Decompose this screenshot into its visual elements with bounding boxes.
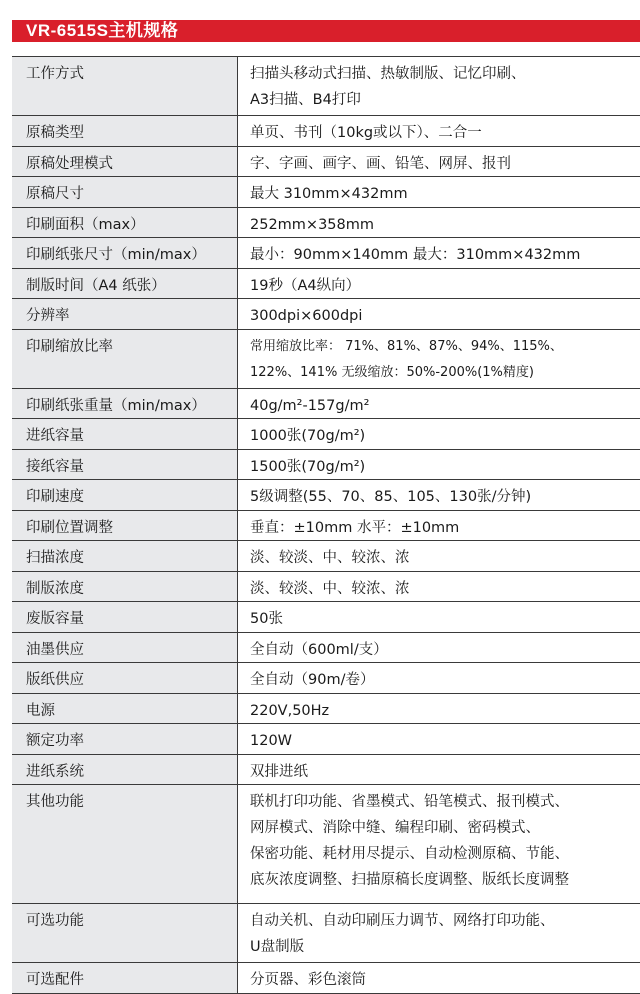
spec-value-line: 40g/m²-157g/m² bbox=[250, 397, 370, 414]
spec-row-receive-capacity bbox=[12, 450, 640, 481]
spec-header bbox=[0, 0, 640, 44]
spec-value bbox=[237, 480, 640, 510]
spec-value-line: 保密功能、耗材用尽提示、自动检测原稿、节能、 bbox=[250, 846, 569, 862]
spec-label: 可选配件 bbox=[12, 963, 237, 993]
spec-row-master-time bbox=[12, 269, 640, 300]
spec-label: 扫描浓度 bbox=[12, 541, 237, 571]
spec-row-paper-size bbox=[12, 238, 640, 269]
spec-label: 印刷面积（max） bbox=[12, 208, 237, 238]
spec-value-line: 全自动（90m/卷） bbox=[250, 672, 375, 688]
spec-value-line: 1000张(70g/m²) bbox=[250, 428, 366, 444]
spec-row-processing-mode bbox=[12, 147, 640, 178]
spec-value bbox=[237, 755, 640, 785]
spec-label: 分辨率 bbox=[12, 299, 237, 329]
spec-value bbox=[237, 238, 640, 268]
spec-value-line: 最小：90mm×140mm 最大：310mm×432mm bbox=[250, 247, 581, 263]
spec-row-rated-power bbox=[12, 724, 640, 755]
spec-value-line: A3扫描、B4打印 bbox=[250, 92, 361, 108]
spec-value bbox=[237, 116, 640, 146]
spec-value bbox=[237, 663, 640, 693]
spec-value bbox=[237, 450, 640, 480]
page-title: VR-6515S主机规格 bbox=[26, 21, 179, 40]
spec-row-feed-system bbox=[12, 755, 640, 786]
spec-row-scan-density bbox=[12, 541, 640, 572]
spec-value-line: 双排进纸 bbox=[250, 763, 308, 780]
spec-value-line: 底灰浓度调整、扫描原稿长度调整、版纸长度调整 bbox=[250, 872, 569, 888]
spec-value-line: 全自动（600ml/支） bbox=[250, 641, 388, 658]
spec-value bbox=[237, 694, 640, 724]
spec-value bbox=[237, 904, 640, 962]
spec-label: 印刷缩放比率 bbox=[12, 330, 237, 388]
spec-value-line: 252mm×358mm bbox=[250, 216, 375, 233]
spec-value-line: 淡、较淡、中、较浓、浓 bbox=[250, 550, 410, 566]
spec-value-line: 淡、较淡、中、较浓、浓 bbox=[250, 580, 410, 597]
spec-value-line: 单页、书刊（10kg或以下）、二合一 bbox=[250, 125, 482, 141]
spec-row-optional-functions bbox=[12, 904, 640, 963]
spec-row-ink-supply bbox=[12, 633, 640, 664]
spec-row-position-adjust bbox=[12, 511, 640, 542]
spec-row-print-area bbox=[12, 208, 640, 239]
spec-row-paper-weight bbox=[12, 389, 640, 420]
spec-label: 额定功率 bbox=[12, 724, 237, 754]
spec-value bbox=[237, 299, 640, 329]
spec-label: 原稿尺寸 bbox=[12, 177, 237, 207]
spec-value-line: 122%、141% 无级缩放：50%-200%(1%精度) bbox=[250, 364, 534, 380]
spec-value-line: 垂直：±10mm 水平：±10mm bbox=[250, 519, 460, 536]
spec-label: 进纸容量 bbox=[12, 419, 237, 449]
spec-value-line: 自动关机、自动印刷压力调节、网络打印功能、 bbox=[250, 913, 555, 929]
spec-value bbox=[237, 419, 640, 449]
spec-row-work-mode bbox=[12, 57, 640, 116]
spec-value bbox=[237, 963, 640, 993]
spec-value bbox=[237, 511, 640, 541]
spec-label: 印刷纸张重量（min/max） bbox=[12, 389, 237, 419]
spec-label: 版纸供应 bbox=[12, 663, 237, 693]
spec-value-line: 最大 310mm×432mm bbox=[250, 186, 408, 202]
spec-value-line: 1500张(70g/m²) bbox=[250, 458, 366, 475]
spec-row-optional-accessories bbox=[12, 963, 640, 994]
spec-label: 制版浓度 bbox=[12, 572, 237, 602]
spec-value bbox=[237, 177, 640, 207]
spec-value-line: 120W bbox=[250, 733, 293, 749]
spec-row-waste-capacity bbox=[12, 602, 640, 633]
spec-label: 进纸系统 bbox=[12, 755, 237, 785]
spec-row-resolution bbox=[12, 299, 640, 330]
spec-row-power-source bbox=[12, 694, 640, 725]
spec-value bbox=[237, 57, 640, 115]
spec-value bbox=[237, 269, 640, 299]
spec-row-original-size bbox=[12, 177, 640, 208]
spec-value bbox=[237, 572, 640, 602]
spec-value bbox=[237, 724, 640, 754]
spec-table bbox=[12, 56, 640, 994]
spec-label: 接纸容量 bbox=[12, 450, 237, 480]
spec-value-line: 字、字画、画字、画、铅笔、网屏、报刊 bbox=[250, 155, 511, 172]
spec-value-line: 扫描头移动式扫描、热敏制版、记忆印刷、 bbox=[250, 66, 526, 82]
spec-value bbox=[237, 602, 640, 632]
spec-value bbox=[237, 785, 640, 903]
spec-value-line: 300dpi×600dpi bbox=[250, 308, 363, 324]
spec-label: 印刷纸张尺寸（min/max） bbox=[12, 238, 237, 268]
spec-value bbox=[237, 389, 640, 419]
spec-value-line: U盘制版 bbox=[250, 939, 305, 955]
spec-row-zoom-ratio bbox=[12, 330, 640, 389]
spec-label: 制版时间（A4 纸张） bbox=[12, 269, 237, 299]
spec-label: 其他功能 bbox=[12, 785, 237, 903]
spec-label: 废版容量 bbox=[12, 602, 237, 632]
spec-label: 可选功能 bbox=[12, 904, 237, 962]
spec-value bbox=[237, 541, 640, 571]
spec-value-line: 网屏模式、消除中缝、编程印刷、密码模式、 bbox=[250, 820, 540, 836]
spec-label: 工作方式 bbox=[12, 57, 237, 115]
spec-row-master-density bbox=[12, 572, 640, 603]
spec-row-print-speed bbox=[12, 480, 640, 511]
spec-value-line: 联机打印功能、省墨模式、铅笔模式、报刊模式、 bbox=[250, 794, 569, 810]
spec-value bbox=[237, 208, 640, 238]
spec-label: 电源 bbox=[12, 694, 237, 724]
spec-row-feed-capacity bbox=[12, 419, 640, 450]
spec-label: 印刷位置调整 bbox=[12, 511, 237, 541]
spec-value-line: 5级调整(55、70、85、105、130张/分钟) bbox=[250, 489, 532, 505]
spec-label: 原稿类型 bbox=[12, 116, 237, 146]
spec-label: 原稿处理模式 bbox=[12, 147, 237, 177]
spec-value-line: 50张 bbox=[250, 611, 283, 627]
spec-row-other-functions bbox=[12, 785, 640, 904]
spec-label: 印刷速度 bbox=[12, 480, 237, 510]
spec-label: 油墨供应 bbox=[12, 633, 237, 663]
spec-value bbox=[237, 633, 640, 663]
spec-value bbox=[237, 330, 640, 388]
spec-value-line: 19秒（A4纵向） bbox=[250, 277, 361, 294]
spec-value-line: 常用缩放比率： 71%、81%、87%、94%、115%、 bbox=[250, 338, 563, 354]
spec-value-line: 分页器、彩色滚筒 bbox=[250, 972, 366, 988]
spec-value bbox=[237, 147, 640, 177]
spec-row-master-supply bbox=[12, 663, 640, 694]
spec-row-original-type bbox=[12, 116, 640, 147]
spec-value-line: 220V,50Hz bbox=[250, 702, 330, 719]
